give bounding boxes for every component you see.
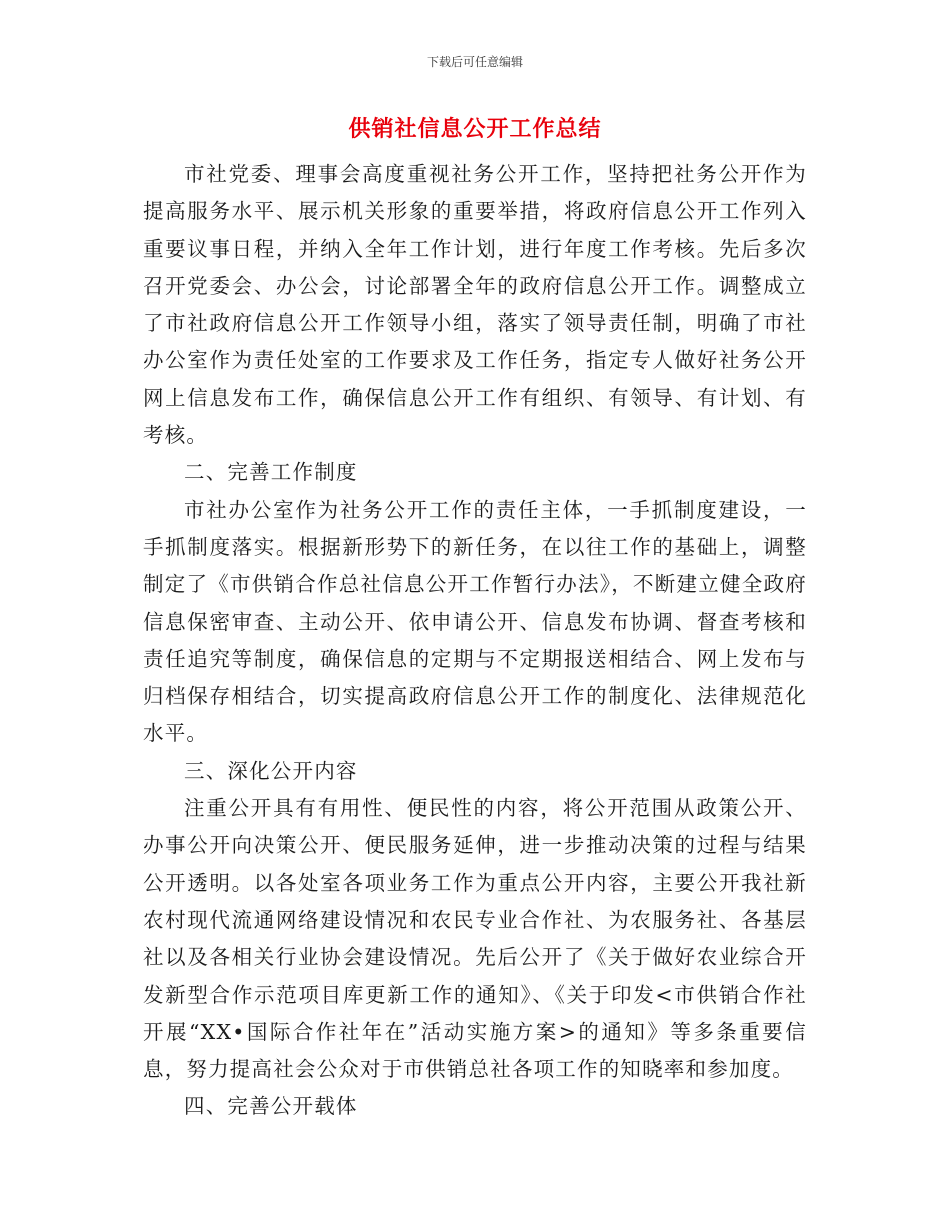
section-heading-3: 三、深化公开内容 [184, 758, 358, 783]
header-note: 下载后可任意编辑 [426, 55, 523, 69]
document-body [143, 156, 807, 1126]
document-title: 供销社信息公开工作总结 [348, 117, 602, 142]
section-heading-4: 四、完善公开载体 [184, 1094, 358, 1119]
paragraph-intro: 市社党委、理事会高度重视社务公开工作，坚持把社务公开作为提高服务水平、展示机关形象的重要举措，将政府信息公开工作列入重要议事日程，并纳入全年工作计划，进行年度工作考核。先后多次召开党委会、办公会，讨论部署全年的政府信息公开工作。调整成立了市社政府信息公开工作领导小组，落实了领导责任制，明确了市社办公室作为责任处室的工作要求及工作任务，指定专人做好社务公开网上信息发布工作，确保信息公开工作有组织、有领导、有计划、有考核。 [143, 162, 807, 448]
paragraph-section-2: 市社办公室作为社务公开工作的责任主体，一手抓制度建设，一手抓制度落实。根据新形势下的新任务，在以往工作的基础上，调整制定了《市供销合作总社信息公开工作暂行办法》，不断建立健全政府信息保密审查、主动公开、依申请公开、信息发布协调、督查考核和责任追究等制度，确保信息的定期与不定期报送相结合、网上发布与归档保存相结合，切实提高政府信息公开工作的制度化、法律规范化水平。 [143, 497, 807, 746]
paragraph-section-3: 注重公开具有有用性、便民性的内容，将公开范围从政策公开、办事公开向决策公开、便民服务延伸，进一步推动决策的过程与结果公开透明。以各处室各项业务工作为重点公开内容，主要公开我社新农村现代流通网络建设情况和农民专业合作社、为农服务社、各基层社以及各相关行业协会建设情况。先后公开了《关于做好农业综合开发新型合作示范项目库更新工作的通知》、《关于印发<市供销合作社开展“XX•国际合作社年在”活动实施方案>的通知》等多条重要信息，努力提高社会公众对于市供销总社各项工作的知晓率和参加度。 [143, 796, 807, 1082]
section-heading-2: 二、完善工作制度 [184, 460, 358, 485]
